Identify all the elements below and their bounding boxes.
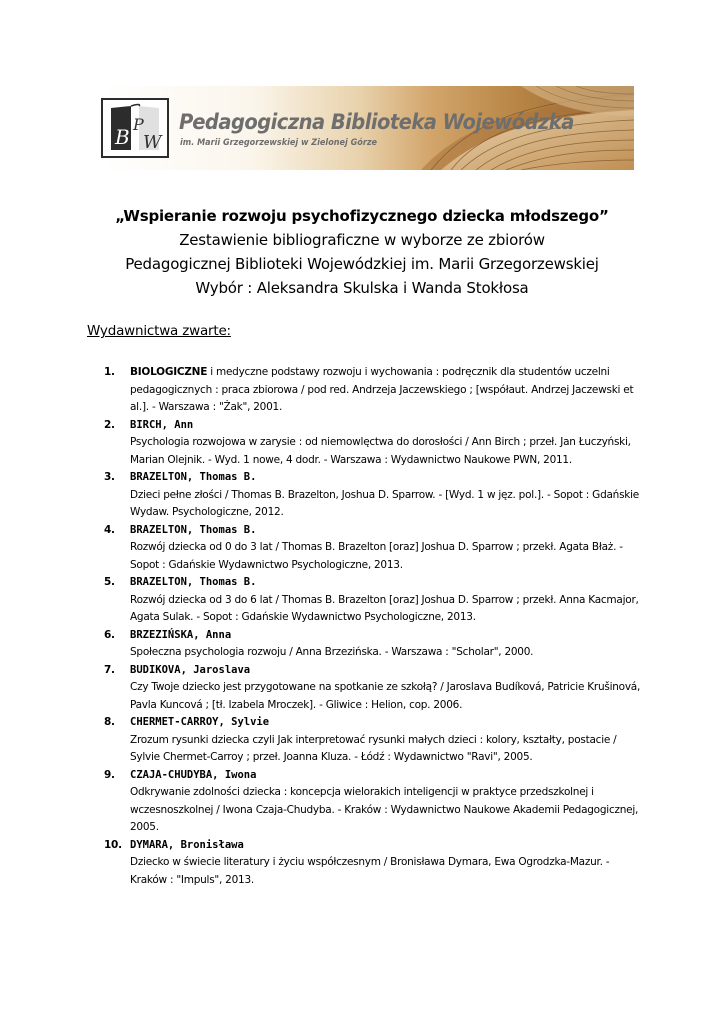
entry-number: 9. xyxy=(104,768,115,781)
logo-letter-p: P xyxy=(133,115,144,134)
entry-number: 7. xyxy=(104,663,115,676)
entry-number: 3. xyxy=(104,471,115,483)
entry-text: Psychologia rozwojowa w zarysie : od niemowlęctwa do dorosłości / Ann Birch ; przeł. Jan Łuczyński, Marian Olejnik. - Wyd. 1 nowe, 4 dodr. - Warszawa : Wydawnictwo Naukowe PWN, 2011. xyxy=(130,436,631,466)
entry-text: i medyczne podstawy rozwoju i wychowania : podręcznik dla studentów uczelni pedagogicznych : praca zbiorowa / pod red. Andrzeja Jaczewskiego ; [współaut. Andrzej Jaczewski et al.]. - Warszawa : "Żak", 2001. xyxy=(130,366,634,413)
entry-number: 8. xyxy=(104,716,115,728)
entry-text: Dzieci pełne złości / Thomas B. Brazelton, Joshua D. Sparrow. - [Wyd. 1 w jęz. pol.]. - Sopot : Gdańskie Wydaw. Psychologiczne, 2012. xyxy=(130,488,640,518)
entry-lead-word: BIOLOGICZNE xyxy=(130,366,208,378)
entry-text: Rozwój dziecka od 3 do 6 lat / Thomas B. Brazelton [oraz] Joshua D. Sparrow ; przekł. Anna Kacmajor, Agata Sulak. - Sopot : Gdańskie Wydawnictwo Psychologiczne, 2013. xyxy=(130,593,639,623)
document-title: „Wspieranie rozwoju psychofizycznego dziecka młodszego” xyxy=(115,207,609,225)
entry-author: CHERMET-CARROY, Sylvie xyxy=(130,716,270,728)
bibliography-entry xyxy=(104,364,644,417)
document-subtitle-line-2: Pedagogicznej Biblioteki Wojewódzkiej im. Marii Grzegorzewskiej xyxy=(125,255,599,273)
entry-number: 2. xyxy=(104,418,115,431)
entry-author: BUDIKOVA, Jaroslava xyxy=(130,663,251,676)
entry-author: CZAJA-CHUDYBA, Iwona xyxy=(130,768,257,781)
bibliography-entry xyxy=(104,767,644,837)
bibliography-entry xyxy=(104,469,644,522)
document-authors-line: Wybór : Aleksandra Skulska i Wanda Stokłosa xyxy=(195,279,529,297)
entry-number: 10. xyxy=(104,838,122,851)
bibliography-list xyxy=(104,364,644,889)
bibliography-entry xyxy=(104,574,644,627)
bibliography-entry xyxy=(104,714,644,767)
entry-number: 1. xyxy=(104,366,115,378)
logo-letter-b: B xyxy=(115,125,130,149)
section-heading: Wydawnictwa zwarte: xyxy=(87,323,231,339)
banner-title: Pedagogiczna Biblioteka Wojewódzka xyxy=(179,110,574,134)
entry-text: Rozwój dziecka od 0 do 3 lat / Thomas B. Brazelton [oraz] Joshua D. Sparrow ; przekł. Agata Błaż. - Sopot : Gdańskie Wydawnictwo Psychologiczne, 2013. xyxy=(130,541,623,571)
entry-number: 5. xyxy=(104,576,115,588)
entry-text: Dziecko w świecie literatury i życiu współczesnym / Bronisława Dymara, Ewa Ogrodzka-Mazur. - Kraków : "Impuls", 2013. xyxy=(130,856,610,886)
entry-author: BRAZELTON, Thomas B. xyxy=(130,523,257,536)
entry-author: BIRCH, Ann xyxy=(130,418,194,431)
bpw-logo xyxy=(101,98,169,158)
entry-text: Zrozum rysunki dziecka czyli Jak interpretować rysunki małych dzieci : kolory, kształty, postacie / Sylvie Chermet-Carroy ; przeł. Joanna Kluza. - Łódź : Wydawnictwo "Ravi", 2005. xyxy=(130,733,617,763)
entry-text: Odkrywanie zdolności dziecka : koncepcja wielorakich inteligencji w praktyce przedszkolnej i wczesnoszkolnej / Iwona Czaja-Chudyba. - Kraków : Wydawnictwo Naukowe Akademii Pedagogicznej, 2005. xyxy=(130,786,639,833)
entry-number: 6. xyxy=(104,628,115,641)
bibliography-entry xyxy=(104,417,644,470)
entry-number: 4. xyxy=(104,523,115,536)
bibliography-entry xyxy=(104,522,644,575)
entry-author: DYMARA, Bronisława xyxy=(130,838,244,851)
bibliography-entry xyxy=(104,662,644,715)
entry-author: BRAZELTON, Thomas B. xyxy=(130,471,257,483)
logo-letter-w: W xyxy=(143,132,162,153)
bibliography-entry xyxy=(104,627,644,662)
banner-subtitle: im. Marii Grzegorzewskiej w Zielonej Górze xyxy=(180,138,378,148)
document-subtitle-line-1: Zestawienie bibliograficzne w wyborze ze zbiorów xyxy=(179,231,545,249)
entry-author: BRAZELTON, Thomas B. xyxy=(130,576,257,588)
entry-text: Społeczna psychologia rozwoju / Anna Brzezińska. - Warszawa : "Scholar", 2000. xyxy=(130,646,534,658)
bibliography-entry xyxy=(104,837,644,890)
entry-text: Czy Twoje dziecko jest przygotowane na spotkanie ze szkołą? / Jaroslava Budíková, Patricie Krušinová, Pavla Kuncová ; [tł. Izabela Mroczek]. - Gliwice : Helion, cop. 2006. xyxy=(130,681,641,711)
document-title-block xyxy=(60,204,664,300)
entry-author: BRZEZIŃSKA, Anna xyxy=(130,628,232,641)
library-banner xyxy=(101,86,634,170)
